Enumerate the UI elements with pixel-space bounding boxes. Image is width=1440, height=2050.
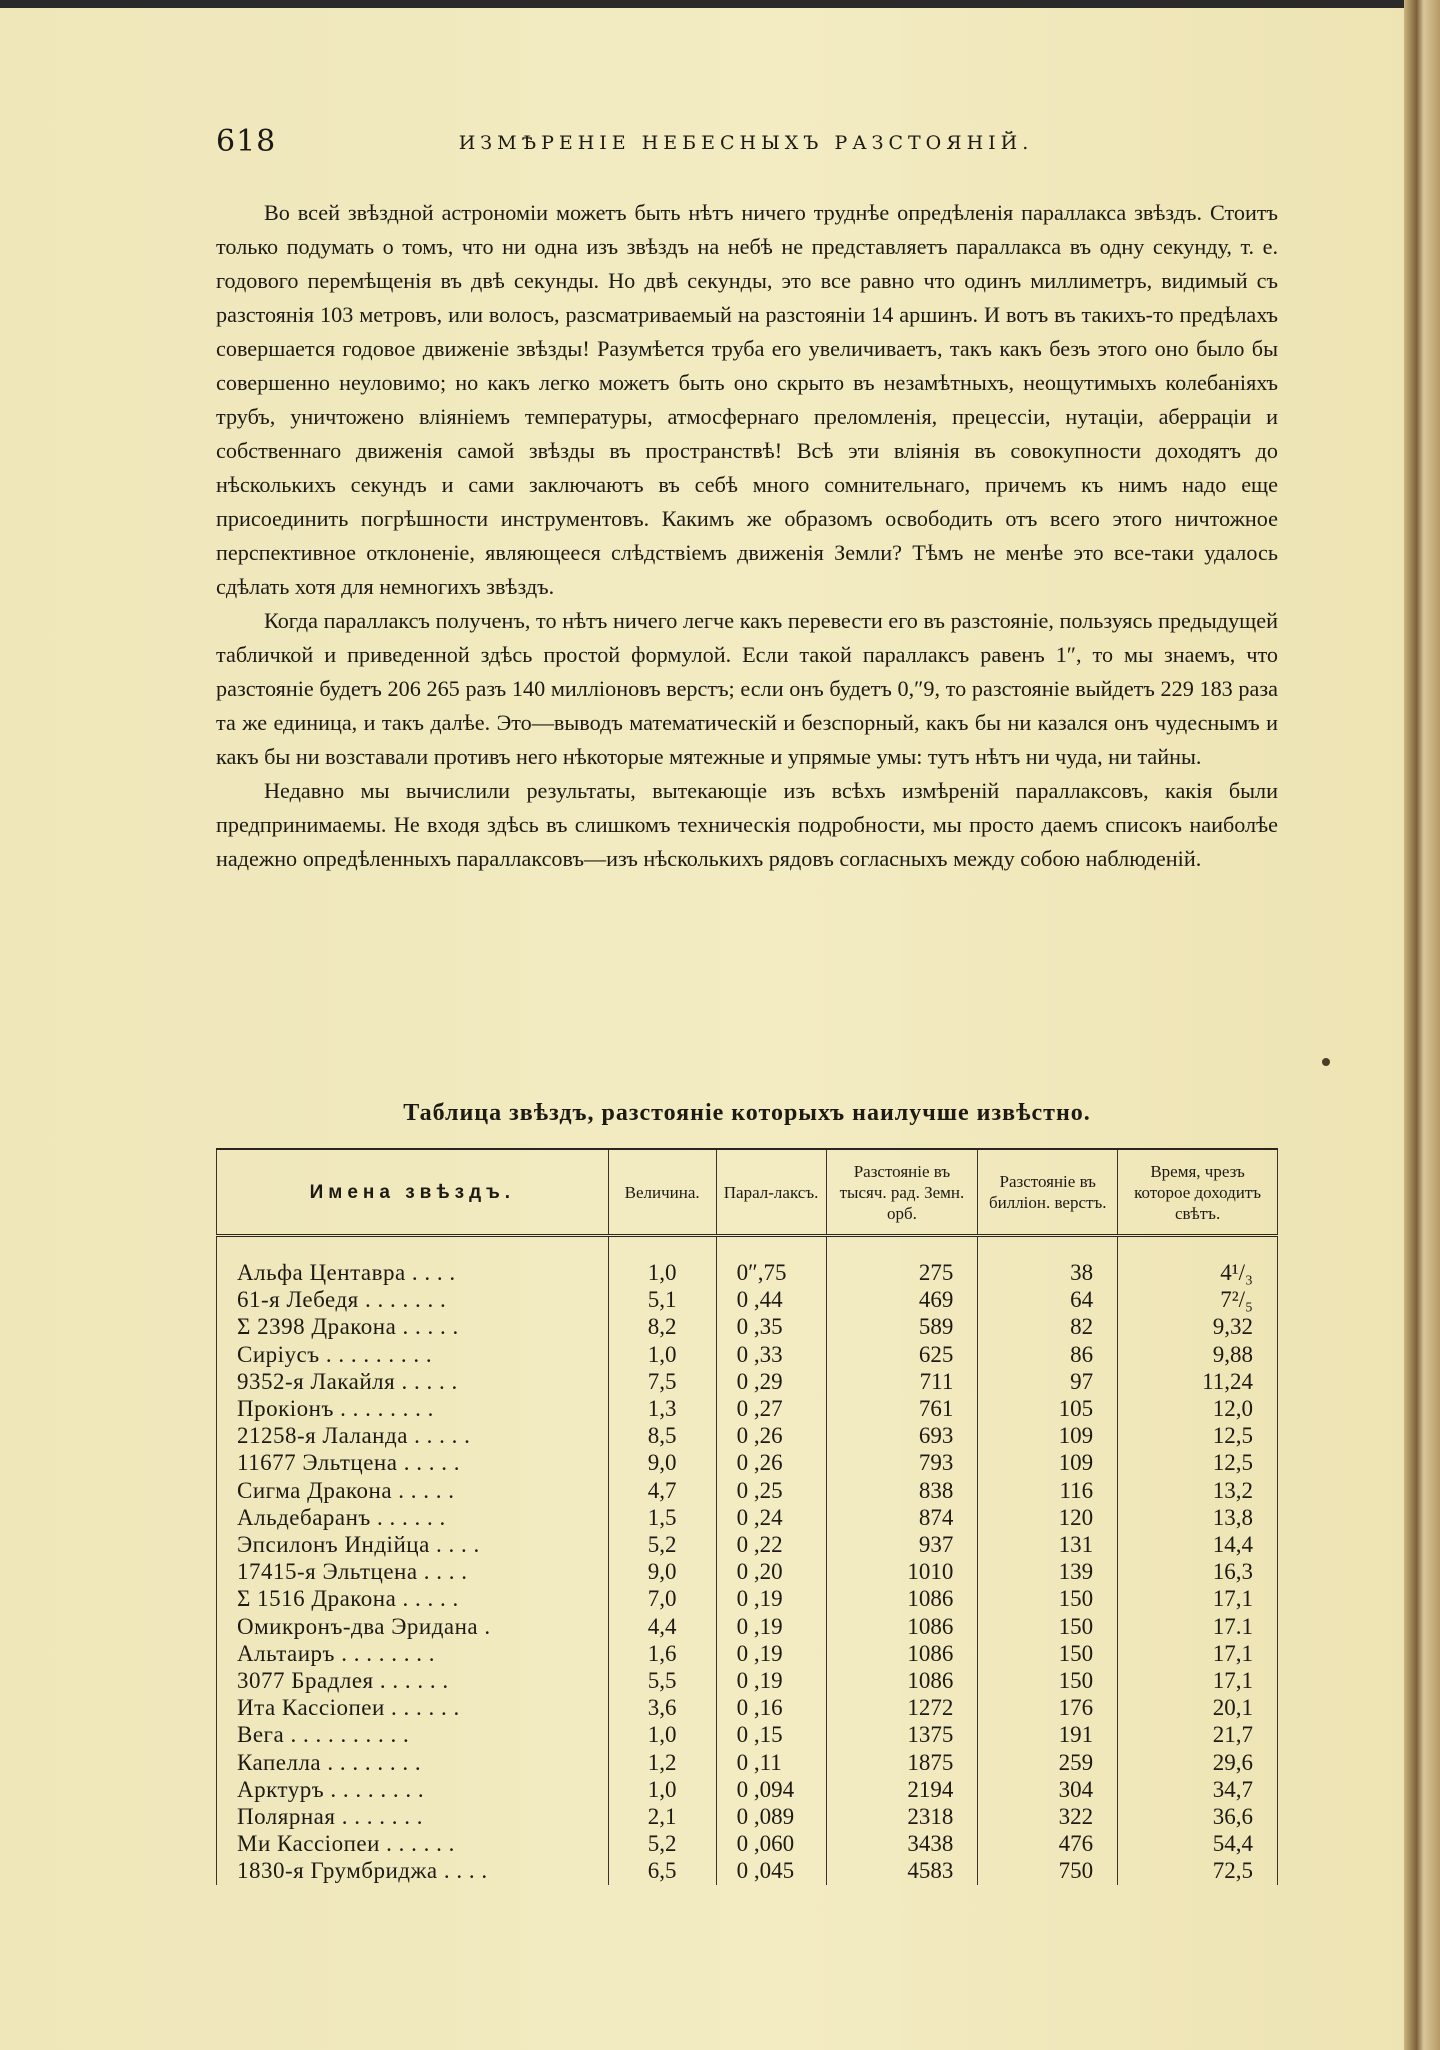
light-time-cell: 21,7 (1118, 1721, 1278, 1748)
light-time-cell: 20,1 (1118, 1694, 1278, 1721)
light-time-cell: 13,8 (1118, 1504, 1278, 1531)
magnitude-cell: 5,2 (608, 1531, 716, 1558)
distance-radii-cell: 838 (826, 1477, 978, 1504)
table-row (217, 1504, 1278, 1531)
distance-versts-cell: 150 (978, 1585, 1118, 1612)
star-name-cell: Эпсилонъ Индійца . . . . (217, 1531, 609, 1558)
distance-radii-cell: 2194 (826, 1776, 978, 1803)
distance-versts-cell: 82 (978, 1313, 1118, 1340)
table-header-row (217, 1149, 1278, 1236)
star-name-cell: Сигма Дракона . . . . . (217, 1477, 609, 1504)
light-time-cell: 14,4 (1118, 1531, 1278, 1558)
header-distance-versts: Разстояніе въ билліон. верстъ. (978, 1149, 1118, 1236)
magnitude-cell: 9,0 (608, 1558, 716, 1585)
table-row (217, 1313, 1278, 1340)
star-name-cell: Сиріусъ . . . . . . . . . (217, 1341, 609, 1368)
magnitude-cell: 8,2 (608, 1313, 716, 1340)
table-row (217, 1477, 1278, 1504)
light-time-cell: 16,3 (1118, 1558, 1278, 1585)
table-row (217, 1640, 1278, 1667)
magnitude-cell: 1,0 (608, 1721, 716, 1748)
distance-versts-cell: 304 (978, 1776, 1118, 1803)
star-name-cell: Омикронъ-два Эридана . (217, 1613, 609, 1640)
distance-radii-cell: 275 (826, 1259, 978, 1286)
distance-radii-cell: 1272 (826, 1694, 978, 1721)
distance-versts-cell: 97 (978, 1368, 1118, 1395)
parallax-cell: 0 ,15 (716, 1721, 826, 1748)
header-distance-radii: Разстояніе въ тысяч. рад. Земн. орб. (826, 1149, 978, 1236)
light-time-cell: 12,0 (1118, 1395, 1278, 1422)
distance-versts-cell: 476 (978, 1830, 1118, 1857)
parallax-cell: 0 ,22 (716, 1531, 826, 1558)
parallax-cell: 0 ,33 (716, 1341, 826, 1368)
magnitude-cell: 9,0 (608, 1449, 716, 1476)
magnitude-cell: 5,1 (608, 1286, 716, 1313)
magnitude-cell: 4,4 (608, 1613, 716, 1640)
star-name-cell: 17415-я Эльтцена . . . . (217, 1558, 609, 1585)
page-binding-edge (1404, 0, 1440, 2050)
distance-radii-cell: 625 (826, 1341, 978, 1368)
header-light-time: Время, чрезъ которое доходитъ свѣтъ. (1118, 1149, 1278, 1236)
light-time-cell: 54,4 (1118, 1830, 1278, 1857)
magnitude-cell: 5,2 (608, 1830, 716, 1857)
chapter-title: ИЗМѢРЕНІЕ НЕБЕСНЫХЪ РАЗСТОЯНІЙ. (458, 132, 1034, 154)
parallax-cell: 0 ,35 (716, 1313, 826, 1340)
star-distance-table (216, 1148, 1278, 1885)
distance-versts-cell: 150 (978, 1667, 1118, 1694)
distance-radii-cell: 793 (826, 1449, 978, 1476)
distance-versts-cell: 322 (978, 1803, 1118, 1830)
ink-spot (1322, 1058, 1330, 1066)
distance-radii-cell: 1875 (826, 1749, 978, 1776)
magnitude-cell: 7,5 (608, 1368, 716, 1395)
table-row (217, 1286, 1278, 1313)
magnitude-cell: 1,2 (608, 1749, 716, 1776)
distance-radii-cell: 1086 (826, 1585, 978, 1612)
star-name-cell: Σ 1516 Дракона . . . . . (217, 1585, 609, 1612)
distance-versts-cell: 139 (978, 1558, 1118, 1585)
parallax-cell: 0 ,19 (716, 1585, 826, 1612)
star-name-cell: Ми Кассіопеи . . . . . . (217, 1830, 609, 1857)
distance-radii-cell: 693 (826, 1422, 978, 1449)
star-name-cell: Прокіонъ . . . . . . . . (217, 1395, 609, 1422)
light-time-cell: 9,32 (1118, 1313, 1278, 1340)
distance-versts-cell: 38 (978, 1259, 1118, 1286)
table-caption: Таблица звѣздъ, разстояніе которыхъ наилучше извѣстно. (403, 1100, 1091, 1126)
distance-versts-cell: 64 (978, 1286, 1118, 1313)
star-name-cell: Σ 2398 Дракона . . . . . (217, 1313, 609, 1340)
header-star-names: Имена звѣздъ. (217, 1149, 609, 1236)
magnitude-cell: 3,6 (608, 1694, 716, 1721)
star-name-cell: 9352-я Лакайля . . . . . (217, 1368, 609, 1395)
magnitude-cell: 1,6 (608, 1640, 716, 1667)
table-row (217, 1667, 1278, 1694)
distance-versts-cell: 131 (978, 1531, 1118, 1558)
table-row (217, 1341, 1278, 1368)
distance-versts-cell: 259 (978, 1749, 1118, 1776)
distance-radii-cell: 2318 (826, 1803, 978, 1830)
table-row (217, 1830, 1278, 1857)
star-name-cell: Арктуръ . . . . . . . . (217, 1776, 609, 1803)
distance-versts-cell: 105 (978, 1395, 1118, 1422)
table-row (217, 1613, 1278, 1640)
light-time-cell: 13,2 (1118, 1477, 1278, 1504)
distance-radii-cell: 874 (826, 1504, 978, 1531)
light-time-cell: 29,6 (1118, 1749, 1278, 1776)
parallax-cell: 0 ,11 (716, 1749, 826, 1776)
light-time-cell: 12,5 (1118, 1422, 1278, 1449)
light-time-cell: 11,24 (1118, 1368, 1278, 1395)
header-parallax: Парал-лаксъ. (716, 1149, 826, 1236)
parallax-cell: 0 ,24 (716, 1504, 826, 1531)
distance-radii-cell: 1086 (826, 1613, 978, 1640)
magnitude-cell: 1,0 (608, 1341, 716, 1368)
light-time-cell: 36,6 (1118, 1803, 1278, 1830)
table-row (217, 1585, 1278, 1612)
parallax-cell: 0 ,19 (716, 1667, 826, 1694)
table-row (217, 1803, 1278, 1830)
light-time-cell: 17,1 (1118, 1585, 1278, 1612)
magnitude-cell: 1,5 (608, 1504, 716, 1531)
paragraph: Недавно мы вычислили результаты, вытекающіе изъ всѣхъ измѣреній параллаксовъ, какія были предпринимаемы. Не входя здѣсь въ слишкомъ техническія подробности, мы просто даемъ списокъ наиболѣе надежно опредѣленныхъ параллаксовъ—изъ нѣсколькихъ рядовъ согласныхъ между собою наблюденій. (216, 778, 1278, 871)
parallax-cell: 0 ,089 (716, 1803, 826, 1830)
magnitude-cell: 5,5 (608, 1667, 716, 1694)
parallax-cell: 0 ,27 (716, 1395, 826, 1422)
star-name-cell: Полярная . . . . . . . (217, 1803, 609, 1830)
parallax-cell: 0 ,26 (716, 1422, 826, 1449)
distance-versts-cell: 176 (978, 1694, 1118, 1721)
table-row (217, 1776, 1278, 1803)
parallax-cell: 0 ,26 (716, 1449, 826, 1476)
distance-versts-cell: 150 (978, 1613, 1118, 1640)
light-time-cell: 72,5 (1118, 1857, 1278, 1884)
table-spacer-row (217, 1236, 1278, 1260)
star-name-cell: Капелла . . . . . . . . (217, 1749, 609, 1776)
light-time-cell: 17.1 (1118, 1613, 1278, 1640)
star-name-cell: 11677 Эльтцена . . . . . (217, 1449, 609, 1476)
star-name-cell: Ита Кассіопеи . . . . . . (217, 1694, 609, 1721)
parallax-cell: 0 ,19 (716, 1640, 826, 1667)
light-time-cell: 17,1 (1118, 1667, 1278, 1694)
light-time-cell: 7²/₅ (1118, 1286, 1278, 1313)
parallax-cell: 0″,75 (716, 1259, 826, 1286)
star-name-cell: 1830-я Грумбриджа . . . . (217, 1857, 609, 1884)
table-row (217, 1368, 1278, 1395)
magnitude-cell: 1,3 (608, 1395, 716, 1422)
distance-radii-cell: 1010 (826, 1558, 978, 1585)
parallax-cell: 0 ,29 (716, 1368, 826, 1395)
distance-versts-cell: 109 (978, 1422, 1118, 1449)
running-head (216, 124, 1276, 164)
distance-versts-cell: 750 (978, 1857, 1118, 1884)
star-name-cell: 3077 Брадлея . . . . . . (217, 1667, 609, 1694)
magnitude-cell: 4,7 (608, 1477, 716, 1504)
distance-versts-cell: 150 (978, 1640, 1118, 1667)
distance-radii-cell: 469 (826, 1286, 978, 1313)
magnitude-cell: 1,0 (608, 1776, 716, 1803)
magnitude-cell: 8,5 (608, 1422, 716, 1449)
distance-radii-cell: 589 (826, 1313, 978, 1340)
distance-radii-cell: 1086 (826, 1640, 978, 1667)
star-name-cell: Альтаиръ . . . . . . . . (217, 1640, 609, 1667)
table-row (217, 1558, 1278, 1585)
table-body (217, 1236, 1278, 1885)
distance-radii-cell: 1086 (826, 1667, 978, 1694)
star-name-cell: Альфа Центавра . . . . (217, 1259, 609, 1286)
parallax-cell: 0 ,16 (716, 1694, 826, 1721)
table-row (217, 1749, 1278, 1776)
table-row (217, 1449, 1278, 1476)
magnitude-cell: 7,0 (608, 1585, 716, 1612)
parallax-cell: 0 ,19 (716, 1613, 826, 1640)
parallax-cell: 0 ,060 (716, 1830, 826, 1857)
scan-top-edge (0, 0, 1440, 8)
distance-versts-cell: 191 (978, 1721, 1118, 1748)
distance-radii-cell: 3438 (826, 1830, 978, 1857)
parallax-cell: 0 ,44 (716, 1286, 826, 1313)
distance-versts-cell: 109 (978, 1449, 1118, 1476)
table-row (217, 1395, 1278, 1422)
magnitude-cell: 1,0 (608, 1259, 716, 1286)
star-name-cell: Альдебаранъ . . . . . . (217, 1504, 609, 1531)
table-row (217, 1721, 1278, 1748)
distance-versts-cell: 120 (978, 1504, 1118, 1531)
magnitude-cell: 2,1 (608, 1803, 716, 1830)
table-row (217, 1531, 1278, 1558)
distance-versts-cell: 86 (978, 1341, 1118, 1368)
paragraph: Во всей звѣздной астрономіи можетъ быть нѣтъ ничего труднѣе опредѣленія параллакса звѣздъ. Стоитъ только подумать о томъ, что ни одна изъ звѣздъ на небѣ не представляетъ параллакса въ одну секунду, т. е. годового перемѣщенія въ двѣ секунды. Но двѣ секунды, это все равно что одинъ миллиметръ, видимый съ разстоянія 103 метровъ, или волосъ, разсматриваемый на разстояніи 14 аршинъ. И вотъ въ такихъ-то предѣлахъ совершается годовое движеніе звѣзды! Разумѣется труба его увеличиваетъ, такъ какъ безъ этого оно было бы совершенно неуловимо; но какъ легко можетъ быть оно скрыто въ незамѣтныхъ, неощутимыхъ колебаніяхъ трубъ, уничтожено вліяніемъ температуры, атмосфернаго преломленія, прецессіи, нутаціи, аберраціи и собственнаго движенія самой звѣзды въ пространствѣ! Всѣ эти вліянія въ совокупности доходятъ до нѣсколькихъ секундъ и сами заключаютъ въ себѣ много сомнительнаго, причемъ къ нимъ надо еще присоединить погрѣшности инструментовъ. Какимъ же образомъ освободить отъ всего этого ничтожное перспективное отклоненіе, являющееся слѣдствіемъ движенія Земли? Тѣмъ не менѣе это все-таки удалось сдѣлать хотя для немногихъ звѣздъ. (216, 200, 1278, 599)
distance-radii-cell: 711 (826, 1368, 978, 1395)
distance-radii-cell: 761 (826, 1395, 978, 1422)
light-time-cell: 34,7 (1118, 1776, 1278, 1803)
table-row (217, 1857, 1278, 1884)
parallax-cell: 0 ,094 (716, 1776, 826, 1803)
light-time-cell: 12,5 (1118, 1449, 1278, 1476)
distance-radii-cell: 1375 (826, 1721, 978, 1748)
parallax-cell: 0 ,045 (716, 1857, 826, 1884)
table-row (217, 1694, 1278, 1721)
magnitude-cell: 6,5 (608, 1857, 716, 1884)
star-name-cell: Вега . . . . . . . . . . (217, 1721, 609, 1748)
star-name-cell: 21258-я Лаланда . . . . . (217, 1422, 609, 1449)
paragraph: Когда параллаксъ полученъ, то нѣтъ ничего легче какъ перевести его въ разстояніе, пользуясь предыдущей табличкой и приведенной здѣсь простой формулой. Если такой параллаксъ равенъ 1″, то мы знаемъ, что разстояніе будетъ 206 265 разъ 140 милліоновъ верстъ; если онъ будетъ 0,″9, то разстояніе выйдетъ 229 183 раза та же единица, и такъ далѣе. Это—выводъ математическій и безспорный, какъ бы ни казался онъ чудеснымъ и какъ бы ни возставали противъ него нѣкоторые мятежные и упрямые умы: тутъ нѣтъ ни чуда, ни тайны. (216, 608, 1278, 769)
distance-versts-cell: 116 (978, 1477, 1118, 1504)
light-time-cell: 17,1 (1118, 1640, 1278, 1667)
parallax-cell: 0 ,25 (716, 1477, 826, 1504)
page-number: 618 (216, 124, 277, 159)
light-time-cell: 9,88 (1118, 1341, 1278, 1368)
distance-radii-cell: 4583 (826, 1857, 978, 1884)
star-name-cell: 61-я Лебедя . . . . . . . (217, 1286, 609, 1313)
header-magnitude: Величина. (608, 1149, 716, 1236)
body-text (216, 196, 1278, 876)
light-time-cell: 4¹/₃ (1118, 1259, 1278, 1286)
table-row (217, 1259, 1278, 1286)
parallax-cell: 0 ,20 (716, 1558, 826, 1585)
table-row (217, 1422, 1278, 1449)
distance-radii-cell: 937 (826, 1531, 978, 1558)
